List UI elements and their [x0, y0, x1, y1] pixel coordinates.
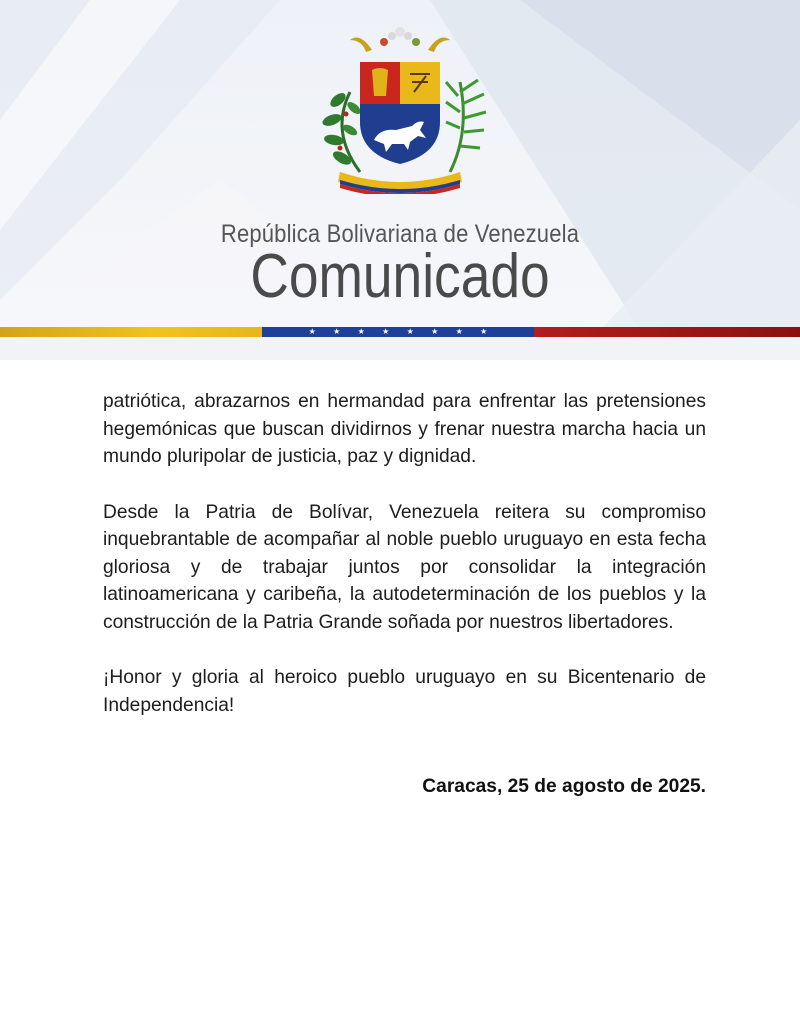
flag-stripe	[0, 327, 800, 337]
star-icon: ★	[431, 327, 439, 336]
star-icon: ★	[382, 327, 390, 336]
stripe-yellow	[0, 327, 262, 337]
star-icon: ★	[308, 327, 316, 336]
star-icon: ★	[480, 327, 488, 336]
communique-body	[103, 388, 706, 747]
place-and-date: Caracas, 25 de agosto de 2025.	[422, 776, 706, 797]
body-paragraph: Desde la Patria de Bolívar, Venezuela reitera su compromiso inquebrantable de acompañar al noble pueblo uruguayo en esta fecha gloriosa y de trabajar juntos por consolidar la integración latinoamericana y caribeña, la autodeterminación de los pueblos y la construcción de la Patria Grande soñada por nuestros libertadores.	[103, 501, 706, 633]
star-icon: ★	[333, 327, 341, 336]
star-icon: ★	[455, 327, 463, 336]
letterhead-header	[0, 0, 800, 360]
body-paragraph: ¡Honor y gloria al heroico pueblo uruguayo en su Bicentenario de Independencia!	[103, 667, 706, 716]
document-title: Comunicado	[250, 242, 550, 311]
stripe-red	[534, 327, 800, 337]
star-icon: ★	[357, 327, 365, 336]
country-name: República Bolivariana de Venezuela	[220, 220, 580, 248]
star-icon: ★	[406, 327, 414, 336]
coat-of-arms-icon	[300, 22, 500, 194]
stripe-blue	[262, 327, 534, 337]
body-paragraph: patriótica, abrazarnos en hermandad para enfrentar las pretensiones hegemónicas que buscan dividirnos y frenar nuestra marcha hacia un mundo pluripolar de justicia, paz y dignidad.	[103, 391, 706, 467]
